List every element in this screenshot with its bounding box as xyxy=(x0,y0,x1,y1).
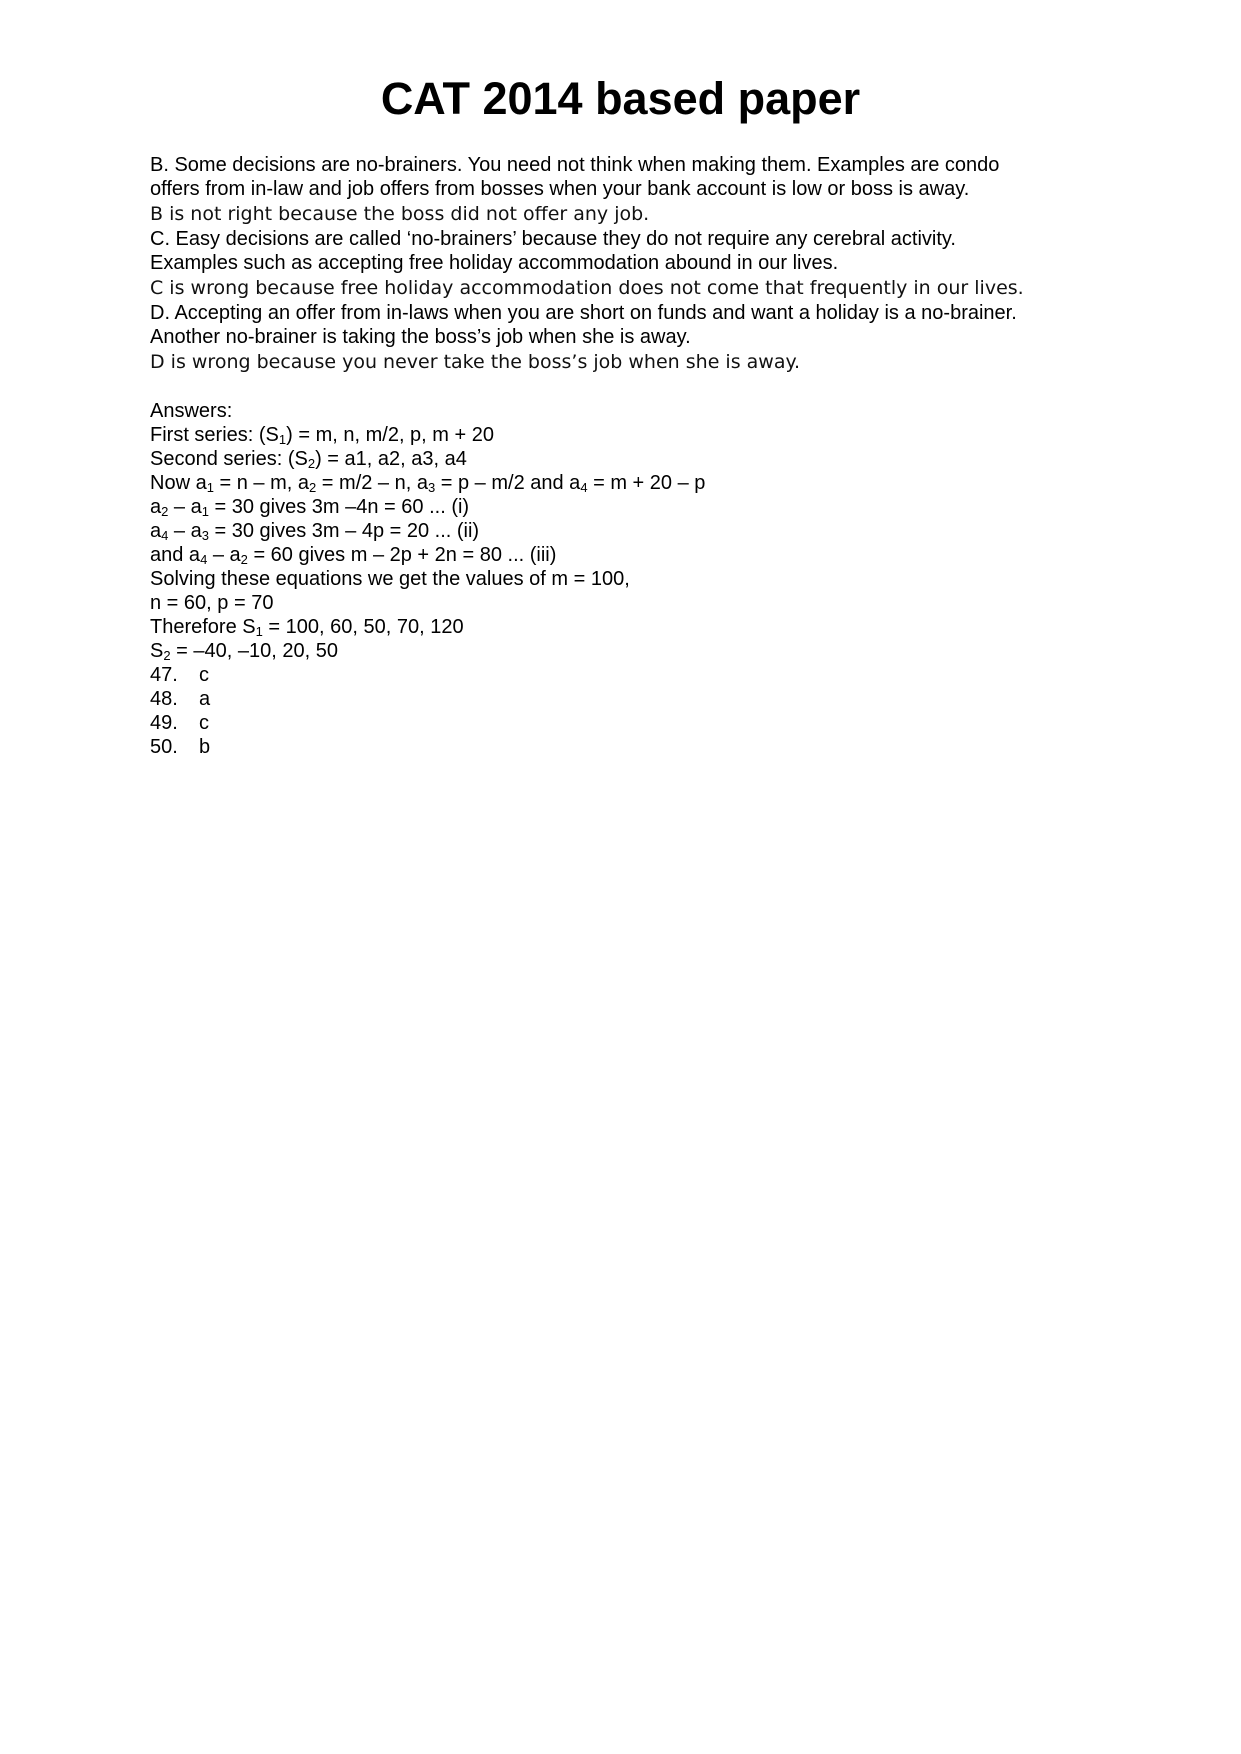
answers-heading: Answers: xyxy=(150,400,233,422)
answer-item xyxy=(150,663,1150,687)
second-series-line: Second series: $(S_2) = a1$, a2, a3, a4 xyxy=(150,448,467,471)
answer-item xyxy=(150,711,1150,735)
explanation-d-line1: D. Accepting an offer from in-laws when you are short on funds and want a holiday is a no-brainer. xyxy=(150,302,1017,324)
explanation-b-line2: offers from in-law and job offers from bosses when your bank account is low or boss is away. xyxy=(150,178,970,200)
answer-number: 47. xyxy=(150,664,178,686)
answer-item xyxy=(150,687,1150,711)
explanation-c-line1: C. Easy decisions are called ‘no-brainers’ because they do not require any cerebral activity. xyxy=(150,228,956,250)
answer-letter: a xyxy=(199,688,211,710)
answer-letter: c xyxy=(199,664,209,686)
page-title: CAT 2014 based paper xyxy=(380,73,861,124)
explanation-d-note: D is wrong because you never take the boss’s job when she is away. xyxy=(150,351,801,373)
explanation-c-note: C is wrong because free holiday accommodation does not come that frequently in our lives. xyxy=(150,277,1024,299)
answer-number: 50. xyxy=(150,736,178,758)
answer-letter: b xyxy=(199,736,211,758)
explanation-b-note: B is not right because the boss did not offer any job. xyxy=(150,203,650,225)
explanation-c-line2: Examples such as accepting free holiday accommodation abound in our lives. xyxy=(150,252,839,274)
equation-3: and $a_4 - a_2 = 60$ gives m – 2p + 2n = 80 ... (iii) xyxy=(150,544,557,567)
answer-letter: c xyxy=(199,712,209,734)
explanation-b-line1: B. Some decisions are no-brainers. You need not think when making them. Examples are condo xyxy=(150,154,1000,176)
s2-result-line: $S_2 = -40$, –10, 20, 50 xyxy=(150,640,338,663)
equation-2: $a_4 - a_3 = 30$ gives 3m – 4p = 20 ... (ii) xyxy=(150,520,480,543)
answer-number: 49. xyxy=(150,712,178,734)
explanation-d-line2: Another no-brainer is taking the boss’s job when she is away. xyxy=(150,326,691,348)
solving-line: Solving these equations we get the values of m = 100, xyxy=(150,568,630,590)
equation-1: $a_2 - a_1 = 30$ gives 3m –4n = 60 ... (i) xyxy=(150,496,470,519)
answer-item xyxy=(150,735,1150,759)
values-line: n = 60, p = 70 xyxy=(150,592,274,614)
terms-definition-line: Now $a_1 = n - m$, $a_2 = m/2 - n$, $a_3 = p - m/2$ and $a_4 = m + 20 - p$ xyxy=(150,472,706,495)
answer-number: 48. xyxy=(150,688,178,710)
document-body xyxy=(150,153,1150,759)
first-series-line: First series: $(S_1) = m$, n, m/2, p, m + 20 xyxy=(150,424,494,447)
s1-result-line: Therefore $S_1 = 100$, 60, 50, 70, 120 xyxy=(150,616,464,639)
spacer xyxy=(150,375,1150,399)
